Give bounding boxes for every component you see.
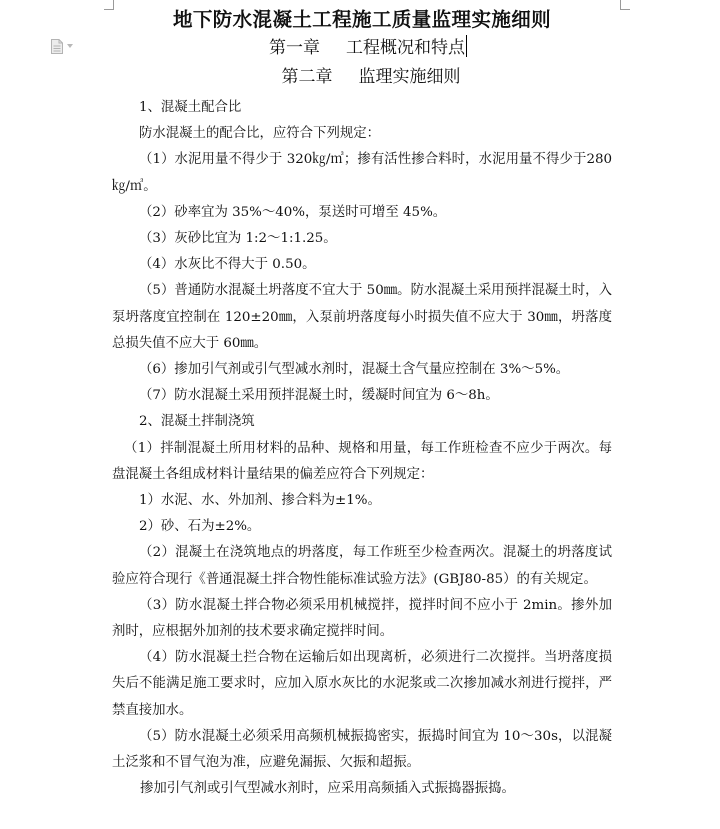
chapter-1-heading[interactable] (118, 34, 618, 63)
document-icon-button[interactable] (50, 38, 82, 54)
paragraph: 2）砂、石为±2%。 (139, 519, 261, 535)
dropdown-caret-icon (67, 44, 73, 48)
section-heading: 1、混凝土配合比 (139, 100, 242, 115)
paragraph: （4）水灰比不得大于 0.50。 (139, 257, 316, 273)
paragraph: （4）防水混凝土拦合物在运输后如出现离析，必须进行二次搅拌。当坍落度损失后不能满足施工要求时，应加入原水灰比的水泥浆或二次掺加减水剂进行搅拌，严禁直接加水。 (112, 650, 612, 718)
paragraph: （2）混凝土在浇筑地点的坍落度，每工作班至少检查两次。混凝土的坍落度试验应符合现行《普通混凝土拌合物性能标准试验方法》(GBJ80-85）的有关规定。 (112, 545, 612, 587)
paragraph: （5）普通防水混凝土坍落度不宜大于 50㎜。防水混凝土采用预拌混凝土时，入泵坍落度宜控制在 120±20㎜，入泵前坍落度每小时损失值不应大于 30㎜，坍落度总损失值不应大于 60㎜。 (112, 283, 612, 351)
chapter-2-title: 监理实施细则 (358, 67, 461, 87)
paragraph: 掺加引气剂或引气型减水剂时，应采用高频插入式振捣器振捣。 (140, 781, 515, 797)
chapter-2-heading (121, 63, 621, 92)
paragraph: 防水混凝土的配合比，应符合下列规定： (139, 126, 381, 142)
page-corner-top-right (620, 0, 630, 10)
text-cursor (466, 35, 467, 57)
chapter-2-label: 第二章 (281, 67, 333, 87)
chapter-1-label: 第一章 (269, 38, 320, 58)
paragraph: （7）防水混凝土采用预拌混凝土时，缓凝时间宜为 6～8h。 (139, 388, 499, 404)
paragraph: （2）砂率宜为 35%～40%，泵送时可增至 45%。 (139, 204, 447, 220)
document-body[interactable] (112, 95, 612, 802)
paragraph: （5）防水混凝土必须采用高频机械振捣密实，振捣时间宜为 10～30s，以混凝土泛浆和不冒气泡为准，应避免漏振、欠振和超振。 (112, 728, 612, 771)
paragraph: （1）水泥用量不得少于 320㎏/㎥；掺有活性掺合料时，水泥用量不得少于280㎏/㎥。 (112, 152, 612, 194)
document-icon (50, 39, 64, 54)
section-heading: 2、混凝土拌制浇筑 (139, 414, 255, 430)
document-title: 地下防水混凝土工程施工质量监理实施细则 (172, 8, 552, 31)
paragraph: （3）灰砂比宜为 1:2～1:1.25。 (139, 231, 337, 247)
document-page (112, 6, 612, 802)
paragraph: 1）水泥、水、外加剂、掺合料为±1%。 (139, 493, 381, 509)
paragraph: （1）拌制混凝土所用材料的品种、规格和用量，每工作班检查不应少于两次。每盘混凝土各组成材料计量结果的偏差应符合下列规定： (112, 440, 612, 482)
chapter-1-title: 工程概况和特点 (346, 38, 465, 58)
paragraph: （6）掺加引气剂或引气型减水剂时，混凝土含气量应控制在 3%～5%。 (139, 362, 570, 378)
paragraph: （3）防水混凝土拌合物必须采用机械搅拌，搅拌时间不应小于 2min。掺外加剂时，应根据外加剂的技术要求确定搅拌时间。 (112, 597, 612, 640)
